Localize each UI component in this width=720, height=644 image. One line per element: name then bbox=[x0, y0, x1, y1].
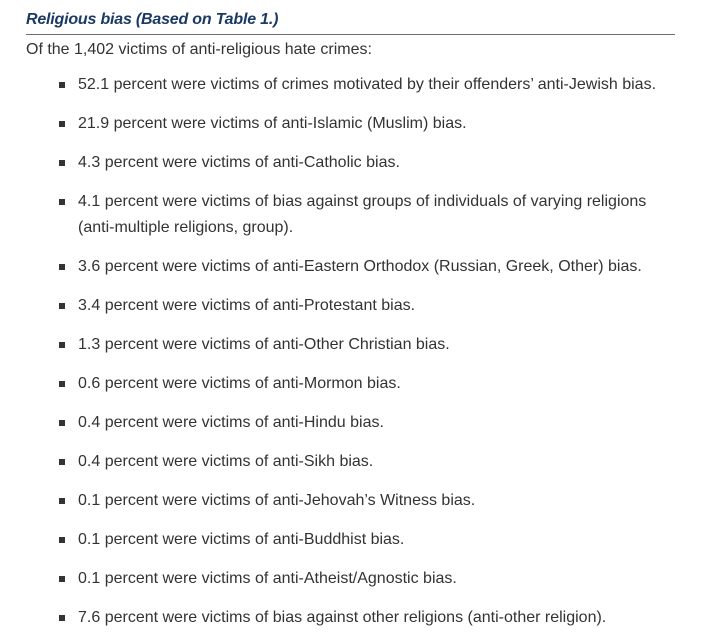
list-item bbox=[26, 150, 675, 176]
square-bullet-icon bbox=[59, 381, 65, 387]
square-bullet-icon bbox=[59, 160, 65, 166]
section-heading: Religious bias (Based on Table 1.) bbox=[26, 8, 675, 35]
square-bullet-icon bbox=[59, 576, 65, 582]
list-item-text: 0.4 percent were victims of anti-Sikh bias. bbox=[78, 453, 374, 470]
list-item bbox=[26, 449, 675, 475]
list-item-text: 4.3 percent were victims of anti-Catholic bias. bbox=[78, 154, 400, 171]
list-item bbox=[26, 111, 675, 137]
square-bullet-icon bbox=[59, 303, 65, 309]
religious-bias-section bbox=[26, 8, 675, 644]
list-item-text: 0.4 percent were victims of anti-Hindu bias. bbox=[78, 414, 384, 431]
square-bullet-icon bbox=[59, 420, 65, 426]
list-item-text: 4.1 percent were victims of bias against groups of individuals of varying religions (anti-multiple religions, group). bbox=[78, 193, 647, 236]
square-bullet-icon bbox=[59, 264, 65, 270]
square-bullet-icon bbox=[59, 615, 65, 621]
list-item-text: 21.9 percent were victims of anti-Islamic (Muslim) bias. bbox=[78, 115, 467, 132]
list-item-text: 7.6 percent were victims of bias against other religions (anti-other religion). bbox=[78, 609, 607, 626]
list-item-text: 3.6 percent were victims of anti-Eastern Orthodox (Russian, Greek, Other) bias. bbox=[78, 258, 642, 275]
list-item bbox=[26, 332, 675, 358]
square-bullet-icon bbox=[59, 199, 65, 205]
square-bullet-icon bbox=[59, 459, 65, 465]
list-item-text: 0.1 percent were victims of anti-Atheist/Agnostic bias. bbox=[78, 570, 457, 587]
intro-text: Of the 1,402 victims of anti-religious hate crimes: bbox=[26, 41, 372, 58]
list-item bbox=[26, 605, 675, 631]
list-item-text: 0.1 percent were victims of anti-Jehovah’s Witness bias. bbox=[78, 492, 476, 509]
list-item bbox=[26, 371, 675, 397]
list-item-text: 0.6 percent were victims of anti-Mormon bias. bbox=[78, 375, 401, 392]
list-item bbox=[26, 72, 675, 98]
square-bullet-icon bbox=[59, 121, 65, 127]
list-item-text: 1.3 percent were victims of anti-Other Christian bias. bbox=[78, 336, 450, 353]
list-item bbox=[26, 410, 675, 436]
list-item-text: 52.1 percent were victims of crimes motivated by their offenders’ anti-Jewish bias. bbox=[78, 76, 657, 93]
square-bullet-icon bbox=[59, 498, 65, 504]
square-bullet-icon bbox=[59, 82, 65, 88]
square-bullet-icon bbox=[59, 537, 65, 543]
square-bullet-icon bbox=[59, 342, 65, 348]
list-item-text: 0.1 percent were victims of anti-Buddhist bias. bbox=[78, 531, 405, 548]
bias-list bbox=[26, 72, 675, 631]
list-item bbox=[26, 293, 675, 319]
list-item bbox=[26, 189, 675, 241]
list-item bbox=[26, 566, 675, 592]
list-item-text: 3.4 percent were victims of anti-Protestant bias. bbox=[78, 297, 416, 314]
list-item bbox=[26, 527, 675, 553]
list-item bbox=[26, 254, 675, 280]
list-item bbox=[26, 488, 675, 514]
